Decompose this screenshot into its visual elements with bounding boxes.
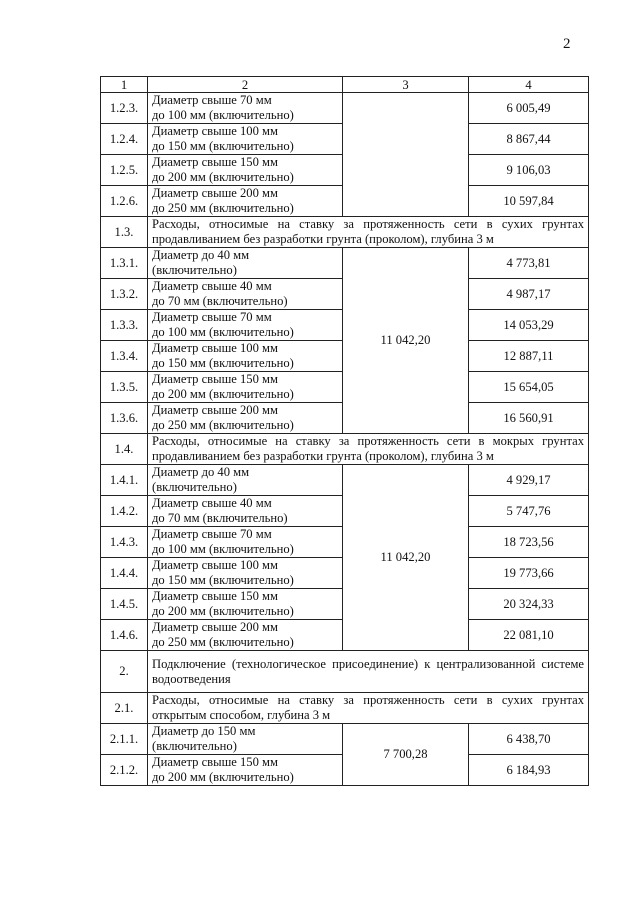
row-description: Диаметр до 150 мм (включительно) xyxy=(148,724,343,755)
row-value: 14 053,29 xyxy=(469,310,589,341)
section-row xyxy=(101,434,589,465)
row-description: Диаметр до 40 мм (включительно) xyxy=(148,465,343,496)
section-number: 2. xyxy=(101,651,148,693)
row-number: 1.2.5. xyxy=(101,155,148,186)
row-number: 1.4.2. xyxy=(101,496,148,527)
tariff-table xyxy=(100,76,589,786)
row-number: 1.3.5. xyxy=(101,372,148,403)
row-description: Диаметр свыше 200 мм до 250 мм (включительно) xyxy=(148,403,343,434)
section-number: 1.3. xyxy=(101,217,148,248)
row-number: 1.4.4. xyxy=(101,558,148,589)
row-description: Диаметр свыше 70 мм до 100 мм (включительно) xyxy=(148,310,343,341)
table-row xyxy=(101,248,589,279)
row-value: 6 438,70 xyxy=(469,724,589,755)
header-col-1: 1 xyxy=(101,77,148,93)
row-number: 1.4.6. xyxy=(101,620,148,651)
header-col-3: 3 xyxy=(343,77,469,93)
row-description: Диаметр свыше 40 мм до 70 мм (включительно) xyxy=(148,279,343,310)
table-header-row xyxy=(101,77,589,93)
rate-cell: 11 042,20 xyxy=(343,465,469,651)
row-value: 15 654,05 xyxy=(469,372,589,403)
row-number: 2.1.2. xyxy=(101,755,148,786)
row-description: Диаметр свыше 70 мм до 100 мм (включительно) xyxy=(148,93,343,124)
row-description: Диаметр свыше 70 мм до 100 мм (включительно) xyxy=(148,527,343,558)
row-value: 20 324,33 xyxy=(469,589,589,620)
header-col-2: 2 xyxy=(148,77,343,93)
row-description: Диаметр свыше 150 мм до 200 мм (включительно) xyxy=(148,589,343,620)
section-number: 1.4. xyxy=(101,434,148,465)
rate-cell: 11 042,20 xyxy=(343,248,469,434)
section-title: Расходы, относимые на ставку за протяженность сети в сухих грунтах открытым способом, глубина 3 м xyxy=(148,693,589,724)
row-number: 1.3.6. xyxy=(101,403,148,434)
row-description: Диаметр свыше 100 мм до 150 мм (включительно) xyxy=(148,124,343,155)
section-row xyxy=(101,693,589,724)
section-title: Подключение (технологическое присоединение) к централизованной системе водоотведения xyxy=(148,651,589,693)
row-value: 4 929,17 xyxy=(469,465,589,496)
row-description: Диаметр свыше 150 мм до 200 мм (включительно) xyxy=(148,372,343,403)
row-value: 22 081,10 xyxy=(469,620,589,651)
row-value: 9 106,03 xyxy=(469,155,589,186)
row-value: 19 773,66 xyxy=(469,558,589,589)
row-value: 6 184,93 xyxy=(469,755,589,786)
row-number: 1.3.2. xyxy=(101,279,148,310)
row-value: 8 867,44 xyxy=(469,124,589,155)
section-title: Расходы, относимые на ставку за протяженность сети в мокрых грунтах продавливанием без разработки грунта (проколом), глубина 3 м xyxy=(148,434,589,465)
section-title: Расходы, относимые на ставку за протяженность сети в сухих грунтах продавливанием без разработки грунта (проколом), глубина 3 м xyxy=(148,217,589,248)
rate-cell: 7 700,28 xyxy=(343,724,469,786)
table-row xyxy=(101,93,589,124)
table-row xyxy=(101,465,589,496)
section-number: 2.1. xyxy=(101,693,148,724)
row-value: 4 773,81 xyxy=(469,248,589,279)
row-number: 1.2.4. xyxy=(101,124,148,155)
row-value: 18 723,56 xyxy=(469,527,589,558)
row-description: Диаметр свыше 100 мм до 150 мм (включительно) xyxy=(148,558,343,589)
row-value: 10 597,84 xyxy=(469,186,589,217)
row-description: Диаметр свыше 150 мм до 200 мм (включительно) xyxy=(148,155,343,186)
row-number: 1.3.4. xyxy=(101,341,148,372)
row-value: 5 747,76 xyxy=(469,496,589,527)
section-row xyxy=(101,217,589,248)
row-description: Диаметр свыше 200 мм до 250 мм (включительно) xyxy=(148,186,343,217)
row-number: 1.3.3. xyxy=(101,310,148,341)
row-number: 1.4.1. xyxy=(101,465,148,496)
row-description: Диаметр свыше 200 мм до 250 мм (включительно) xyxy=(148,620,343,651)
section-row xyxy=(101,651,589,693)
row-number: 1.2.3. xyxy=(101,93,148,124)
table-row xyxy=(101,724,589,755)
rate-cell xyxy=(343,93,469,217)
row-number: 1.4.3. xyxy=(101,527,148,558)
row-description: Диаметр свыше 150 мм до 200 мм (включительно) xyxy=(148,755,343,786)
row-number: 1.4.5. xyxy=(101,589,148,620)
row-number: 2.1.1. xyxy=(101,724,148,755)
row-value: 4 987,17 xyxy=(469,279,589,310)
row-description: Диаметр до 40 мм (включительно) xyxy=(148,248,343,279)
row-description: Диаметр свыше 40 мм до 70 мм (включительно) xyxy=(148,496,343,527)
row-number: 1.2.6. xyxy=(101,186,148,217)
row-number: 1.3.1. xyxy=(101,248,148,279)
row-description: Диаметр свыше 100 мм до 150 мм (включительно) xyxy=(148,341,343,372)
row-value: 16 560,91 xyxy=(469,403,589,434)
row-value: 12 887,11 xyxy=(469,341,589,372)
header-col-4: 4 xyxy=(469,77,589,93)
page-number: 2 xyxy=(563,36,571,52)
row-value: 6 005,49 xyxy=(469,93,589,124)
